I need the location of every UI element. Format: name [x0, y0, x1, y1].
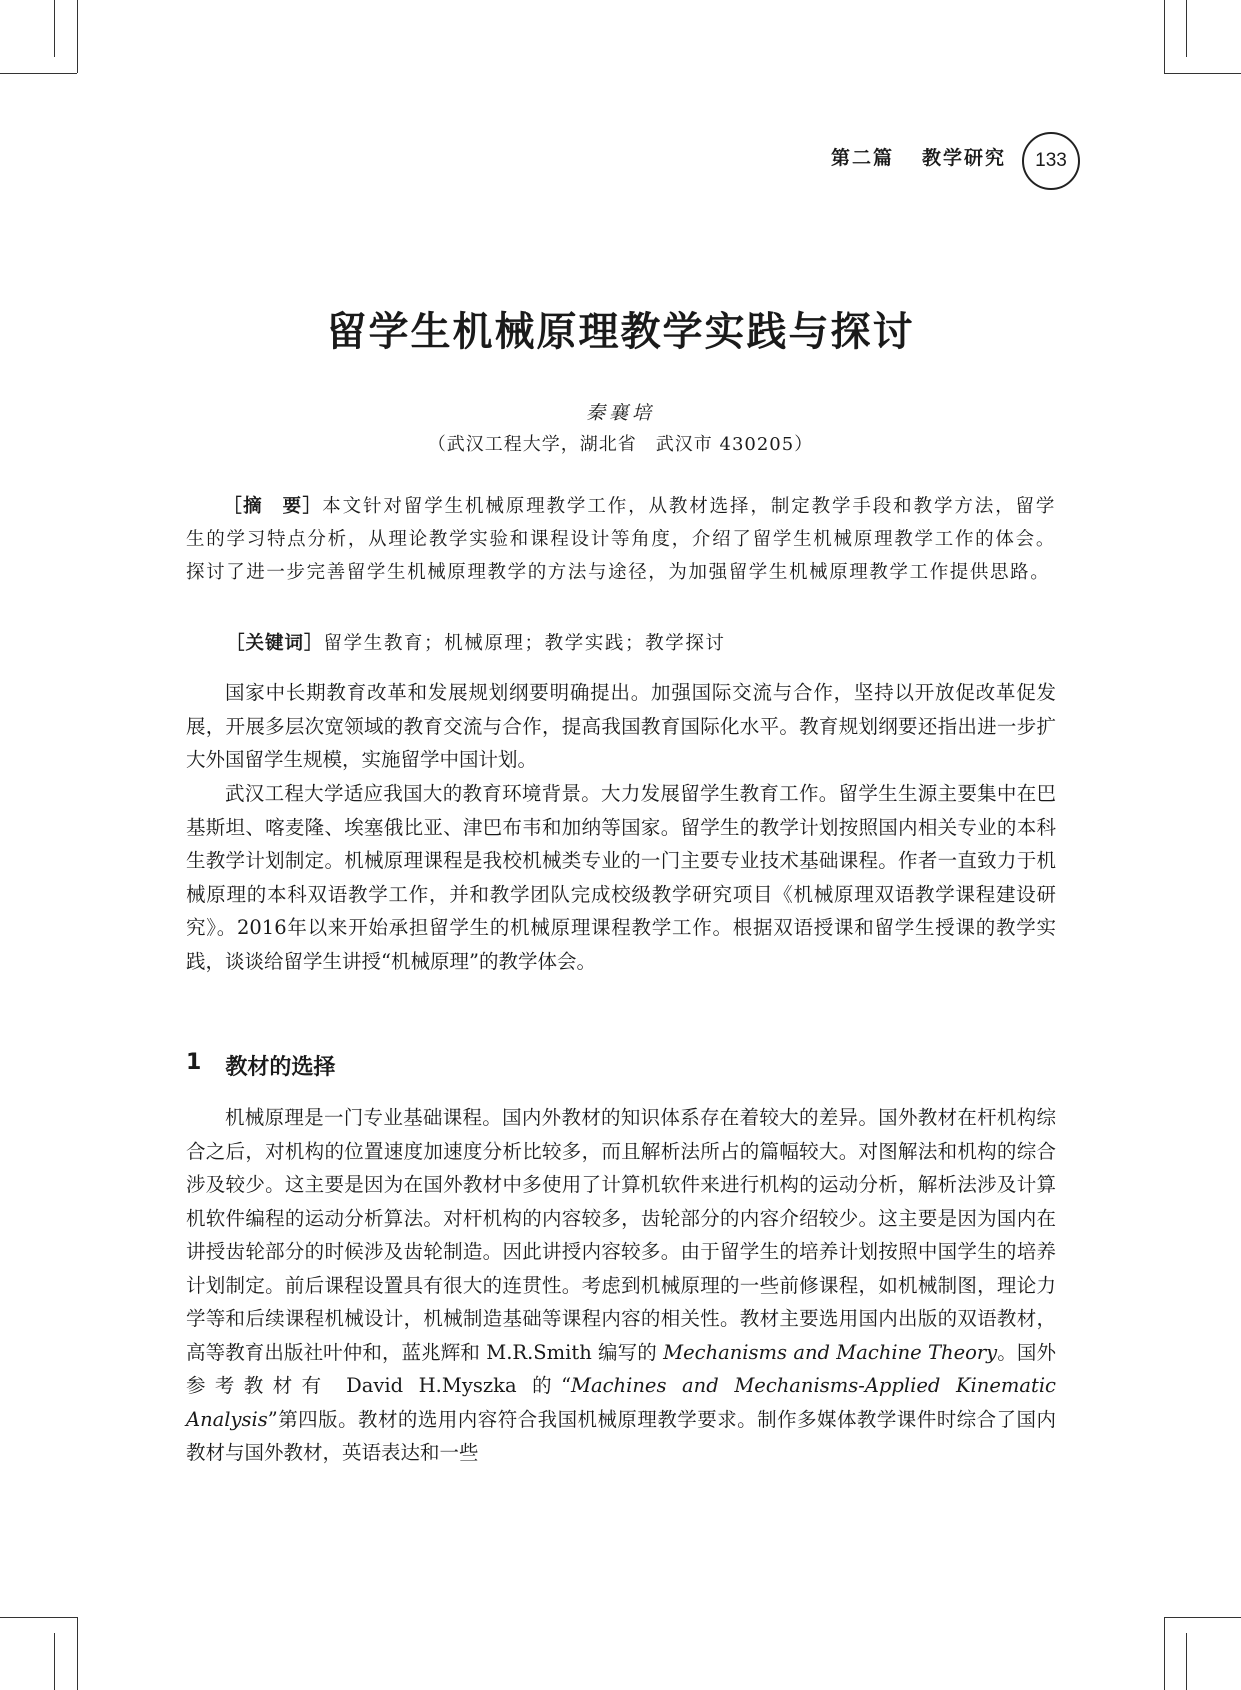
running-head-topic: 教学研究: [921, 146, 1006, 169]
crop-mark: [54, 0, 55, 57]
crop-mark: [1164, 0, 1165, 73]
book-title: Machines and Mechanisms-Applied Kinematic Analysis: [186, 1374, 1056, 1431]
running-head: [831, 136, 1006, 176]
crop-mark: [1186, 1633, 1187, 1690]
affiliation: （武汉工程大学，湖北省 武汉市 430205）: [427, 434, 814, 455]
crop-mark: [77, 0, 78, 73]
section-text: 机械原理是一门专业基础课程。国内外教材的知识体系存在着较大的差异。国外教材在杆机构综合之后，对机构的位置速度加速度分析比较多，而且解析法所占的篇幅较大。对图解法和机构的综合涉及较少。这主要是因为在国外教材中多使用了计算机软件来进行机构的运动分析，解析法涉及计算机软件编程的运动分析算法。对杆机构的内容较多，齿轮部分的内容介绍较少。这主要是因为国内在讲授齿轮部分的时候涉及齿轮制造。因此讲授内容较多。由于留学生的培养计划按照中国学生的培养计划制定。前后课程设置具有很大的连贯性。考虑到机械原理的一些前修课程，如机械制图，理论力学等和后续课程机械设计，机械制造基础等课程内容的相关性。教材主要选用国内出版的双语教材，高等教育出版社叶仲和，蓝兆辉和 M.R.Smith 编写的: [186, 1106, 1056, 1364]
crop-mark: [0, 1617, 77, 1618]
running-head-section: 第二篇: [830, 146, 894, 169]
keywords: [226, 627, 1056, 660]
section-text: 。国外参考教材有 David H.Myszka 的“: [186, 1340, 1056, 1397]
crop-mark: [0, 73, 77, 74]
keywords-label: ［关键词］: [226, 633, 324, 654]
section-text: ”第四版。教材的选用内容符合我国机械原理教学要求。制作多媒体教学课件时综合了国内教材与国外教材，英语表达和一些: [186, 1407, 1056, 1464]
paragraph: 武汉工程大学适应我国大的教育环境背景。大力发展留学生教育工作。留学生生源主要集中在巴基斯坦、喀麦隆、埃塞俄比亚、津巴布韦和加纳等国家。留学生的教学计划按照国内相关专业的本科生教学计划制定。机械原理课程是我校机械类专业的一门主要专业技术基础课程。作者一直致力于机械原理的本科双语教学工作，并和教学团队完成校级教学研究项目《机械原理双语教学课程建设研究》。2016年以来开始承担留学生的机械原理课程教学工作。根据双语授课和留学生授课的教学实践，谈谈给留学生讲授“机械原理”的教学体会。: [186, 782, 1056, 973]
section-heading: [186, 1050, 335, 1081]
keywords-text: 留学生教育；机械原理；教学实践；教学探讨: [323, 633, 726, 654]
author: 秦襄培: [585, 402, 655, 424]
crop-mark: [54, 1633, 55, 1690]
section-title: 教材的选择: [225, 1055, 336, 1080]
crop-mark: [1164, 1617, 1241, 1618]
crop-mark: [1164, 1617, 1165, 1690]
book-title: Mechanisms and Machine Theory: [663, 1340, 998, 1364]
section-number: 1: [186, 1050, 202, 1075]
article-title: 留学生机械原理教学实践与探讨: [326, 309, 915, 355]
abstract: [186, 490, 1056, 589]
paragraph: [186, 1101, 1056, 1470]
crop-mark: [1164, 73, 1241, 74]
abstract-text: 本文针对留学生机械原理教学工作，从教材选择，制定教学手段和教学方法，留学生的学习特点分析，从理论教学实验和课程设计等角度，介绍了留学生机械原理教学工作的体会。探讨了进一步完善留学生机械原理教学的方法与途径，为加强留学生机械原理教学工作提供思路。: [186, 496, 1056, 583]
crop-mark: [77, 1617, 78, 1690]
abstract-label: ［摘 要］: [223, 496, 323, 517]
page-number: 133: [1022, 132, 1080, 190]
paragraph: 国家中长期教育改革和发展规划纲要明确提出。加强国际交流与合作，坚持以开放促改革促发展，开展多层次宽领域的教育交流与合作，提高我国教育国际化水平。教育规划纲要还指出进一步扩大外国留学生规模，实施留学中国计划。: [186, 681, 1056, 771]
crop-mark: [1186, 0, 1187, 57]
